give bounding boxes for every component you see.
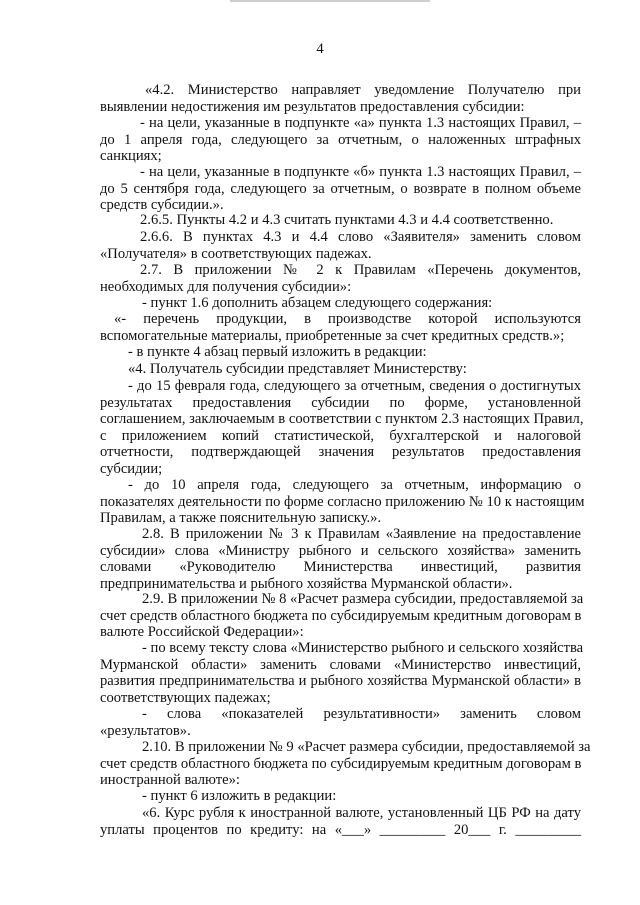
text-line: развития предпринимательства и рыбного хозяйства Мурманской области» в xyxy=(100,673,581,689)
text-line: 2.6.5. Пункты 4.2 и 4.3 считать пунктами 4.3 и 4.4 соответственно. xyxy=(140,212,554,228)
text-line: с приложением копий статистической, бухгалтерской и налоговой xyxy=(100,427,581,444)
text-line: - слова «показателей результативности» заменить словом xyxy=(142,706,581,722)
text-line: вспомогательные материалы, приобретенные за счет кредитных средств.»; xyxy=(100,327,565,344)
text-line: 2.10. В приложении № 9 «Расчет размера субсидии, предоставляемой за xyxy=(142,739,591,755)
text-line: предпринимательства и рыбного хозяйства Мурманской области». xyxy=(100,575,513,592)
text-line: - пункт 1.6 дополнить абзацем следующего содержания: xyxy=(142,295,493,311)
text-line: счет средств областного бюджета по субсидируемым кредитным договорам в xyxy=(100,607,582,624)
text-line: субсидии» слова «Министру рыбного и сельского хозяйства» заменить xyxy=(100,542,581,559)
text-line: 2.8. В приложении № 3 к Правилам «Заявление на предоставление xyxy=(142,526,581,542)
text-line: «4. Получатель субсидии представляет Министерству: xyxy=(128,361,467,377)
text-line: до 5 сентября года, следующего за отчетным, о возврате в полном объеме xyxy=(100,180,581,197)
text-line: «результатов». xyxy=(100,722,191,739)
text-line: валюте Российской Федерации»: xyxy=(100,624,304,640)
text-line: - до 15 февраля года, следующего за отчетным, сведения о достигнутых xyxy=(128,378,581,394)
text-line: соответствующих падежах; xyxy=(100,689,271,706)
text-line: иностранной валюте»: xyxy=(100,772,240,788)
text-line: результатах предоставления субсидии по форме, установленной xyxy=(100,394,581,411)
text-line: 2.9. В приложении № 8 «Расчет размера субсидии, предоставляемой за xyxy=(142,591,584,607)
text-line: Правилам, а также пояснительную записку.». xyxy=(100,510,382,526)
text-line: соглашением, заключаемым в соответствии с пунктом 2.3 настоящих Правил, xyxy=(100,411,584,427)
text-line: - на цели, указанные в подпункте «а» пункта 1.3 настоящих Правил, – xyxy=(140,115,581,131)
text-line: до 1 апреля года, следующего за отчетным, о наложенных штрафных xyxy=(100,131,581,148)
text-line: - до 10 апреля года, следующего за отчетным, информацию о xyxy=(128,477,581,493)
text-line: - по всему тексту слова «Министерство рыбного и сельского хозяйства xyxy=(142,640,584,656)
text-line: - на цели, указанные в подпункте «б» пункта 1.3 настоящих Правил, – xyxy=(140,164,581,180)
text-line: уплаты процентов по кредиту: на «___» _________ 20___ г. _________ xyxy=(100,821,581,838)
scan-edge-mark xyxy=(230,0,430,2)
text-line: «- перечень продукции, в производстве которой используются xyxy=(114,311,581,327)
text-line: - в пункте 4 абзац первый изложить в редакции: xyxy=(128,344,427,360)
text-line: санкциях; xyxy=(100,148,162,164)
text-line: 2.7. В приложении № 2 к Правилам «Перечень документов, xyxy=(140,262,581,278)
text-line: показателях деятельности по форме согласно приложению № 10 к настоящим xyxy=(100,493,585,510)
text-line: «6. Курс рубля к иностранной валюте, установленный ЦБ РФ на дату xyxy=(142,805,581,821)
text-line: счет средств областного бюджета по субсидируемым кредитным договорам в xyxy=(100,755,582,772)
text-line: субсидии; xyxy=(100,460,163,477)
text-line: Мурманской области» заменить словами «Министерство инвестиций, xyxy=(100,656,581,673)
text-line: средств субсидии.». xyxy=(100,197,224,213)
text-line: - пункт 6 изложить в редакции: xyxy=(142,788,337,804)
page-number: 4 xyxy=(316,41,324,57)
text-line: отчетности, подтверждающей значения результатов предоставления xyxy=(100,444,581,460)
text-line: «Получателя» в соответствующих падежах. xyxy=(100,245,372,262)
text-line: «4.2. Министерство направляет уведомление Получателю при xyxy=(145,82,581,98)
text-line: необходимых для получения субсидии»: xyxy=(100,278,352,295)
text-line: выявлении недостижения им результатов предоставления субсидии: xyxy=(100,98,525,115)
text-line: 2.6.6. В пунктах 4.3 и 4.4 слово «Заявителя» заменить словом xyxy=(140,229,581,245)
text-line: словами «Руководителю Министерства инвестиций, развития xyxy=(100,559,581,575)
